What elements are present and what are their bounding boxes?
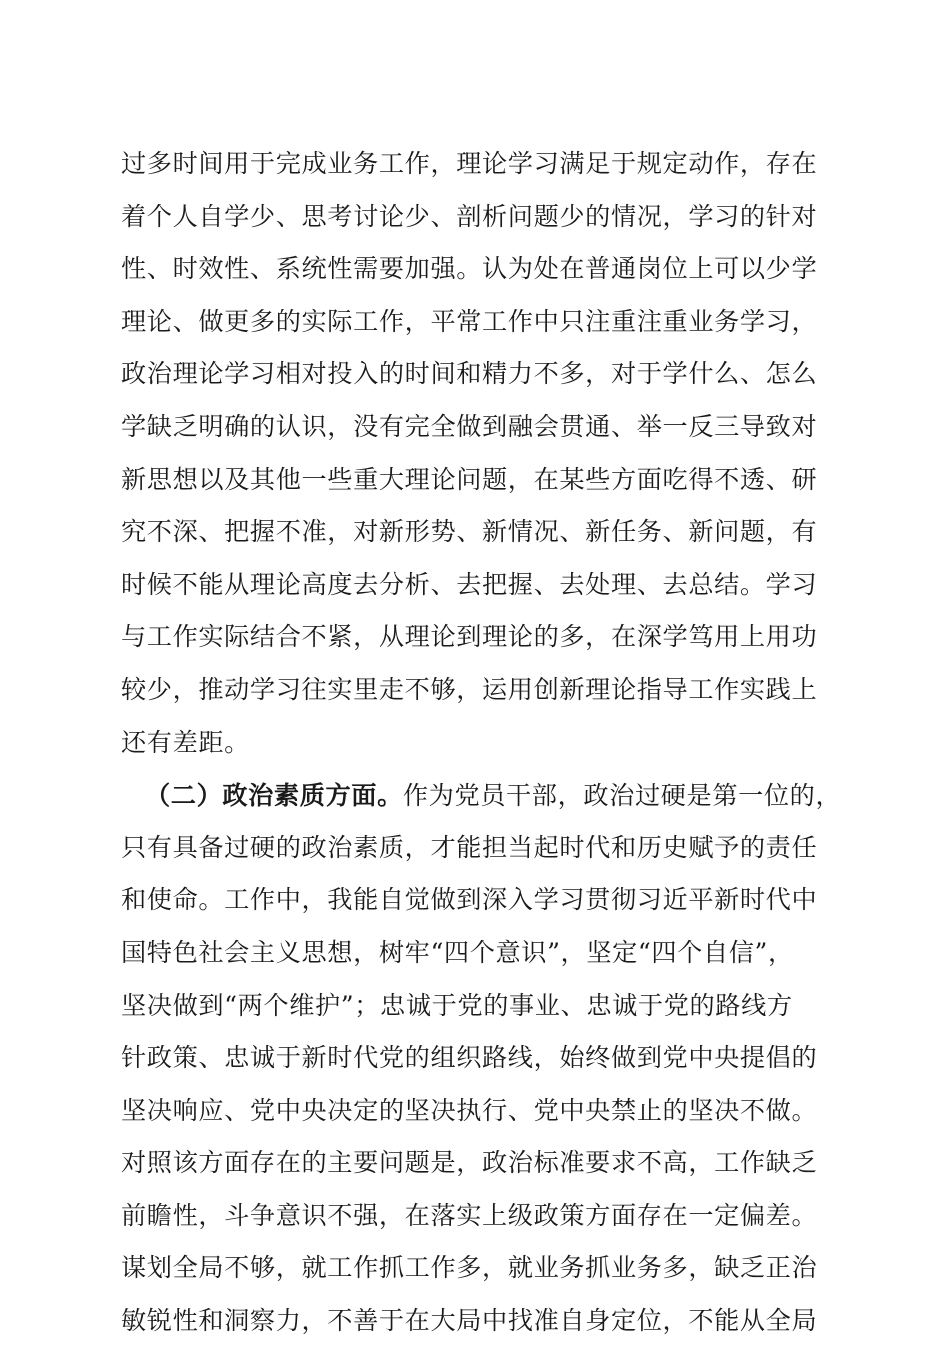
section-2-first-line: [121, 769, 842, 822]
paragraph-line: 坚决响应、党中央决定的坚决执行、党中央禁止的坚决不做。: [121, 1095, 818, 1125]
paragraph-line: 政治理论学习相对投入的时间和精力不多，对于学什么、怎么: [121, 359, 818, 389]
paragraph-line: 前瞻性，斗争意识不强，在落实上级政策方面存在一定偏差。: [121, 1200, 818, 1230]
section-2-first-line-text: 作为党员干部，政治过硬是第一位的，: [402, 781, 842, 811]
paragraph-line: 与工作实际结合不紧，从理论到理论的多，在深学笃用上用功: [121, 622, 818, 652]
paragraph-line: 究不深、把握不准，对新形势、新情况、新任务、新问题，有: [121, 517, 818, 547]
paragraph-line: 时候不能从理论高度去分析、去把握、去处理、去总结。学习: [121, 569, 818, 599]
paragraph-line: 性、时效性、系统性需要加强。认为处在普通岗位上可以少学: [121, 254, 818, 284]
paragraph-line: 着个人自学少、思考讨论少、剖析问题少的情况，学习的针对: [121, 201, 818, 231]
paragraph-line: 对照该方面存在的主要问题是，政治标准要求不高，工作缺乏: [121, 1148, 818, 1178]
document-body: [121, 138, 842, 1348]
paragraph-line: 过多时间用于完成业务工作，理论学习满足于规定动作，存在: [121, 149, 818, 178]
paragraph-line: 还有差距。: [121, 727, 250, 757]
paragraph-line: 理论、做更多的实际工作，平常工作中只注重注重业务学习，: [121, 306, 818, 336]
paragraph-line: 只有具备过硬的政治素质，才能担当起时代和历史赋予的责任: [121, 832, 818, 862]
paragraph-line: 谋划全局不够，就工作抓工作多，就业务抓业务多，缺乏正治: [121, 1253, 818, 1283]
section-2-heading: （二）政治素质方面。: [145, 780, 403, 811]
paragraph-line: 国特色社会主义思想，树牢“四个意识”，坚定“四个自信”，: [121, 937, 794, 967]
paragraph-line: 针政策、忠诚于新时代党的组织路线，始终做到党中央提倡的: [121, 1043, 818, 1073]
paragraph-line: 坚决做到“两个维护”；忠诚于党的事业、忠诚于党的路线方: [121, 990, 793, 1020]
paragraph-line: 较少，推动学习往实里走不够，运用创新理论指导工作实践上: [121, 674, 818, 704]
paragraph-line: 和使命。工作中，我能自觉做到深入学习贯彻习近平新时代中: [121, 885, 818, 915]
paragraph-line: 新思想以及其他一些重大理论问题，在某些方面吃得不透、研: [121, 464, 818, 494]
paragraph-line: 学缺乏明确的认识，没有完全做到融会贯通、举一反三导致对: [121, 411, 818, 441]
paragraph-line: 敏锐性和洞察力，不善于在大局中找准自身定位，不能从全局: [121, 1306, 818, 1336]
